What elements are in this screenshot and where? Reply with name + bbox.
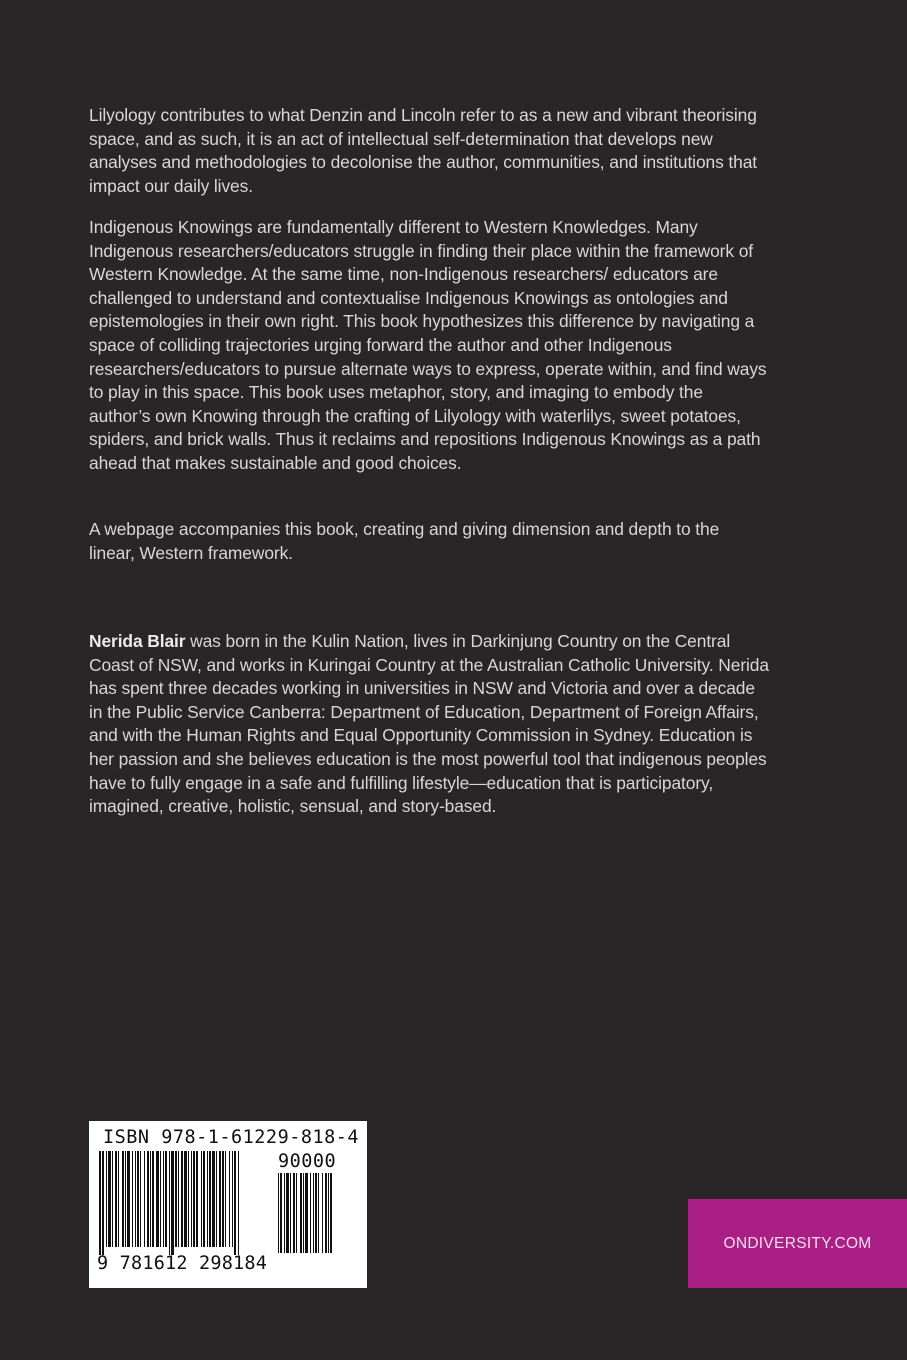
blurb-paragraph-2-text: Indigenous Knowings are fundamentally different to Western Knowledges. Many Indigenous researchers/educators struggle in finding their place within the framework of Western Knowledge. At the same time, non-Indigenous researchers/ educators are challenged to understand and contextualise Indigenous Knowings as ontologies and epistemologies in their own right. This book hypothesizes this difference by navigating a space of colliding trajectories urging forward the author and other Indigenous researchers/educators to pursue alternate ways to express, operate within, and find ways to play in this space. This book uses metaphor, story, and imaging to embody the author’s own Knowing through the crafting of Lilyology with waterlilys, sweet potatoes, spiders, and brick walls. Thus it reclaims and repositions Indigenous Knowings as a path ahead that makes sustainable and good choices. [89, 217, 767, 473]
barcode-bar [293, 1173, 295, 1253]
barcode-bar [229, 1151, 230, 1247]
barcode-bar [330, 1173, 332, 1253]
barcode-bar [212, 1151, 215, 1247]
barcode-bar [106, 1151, 107, 1247]
barcode-bar [234, 1151, 236, 1255]
addon-barcode-bars [278, 1173, 356, 1255]
barcode-bar [193, 1151, 195, 1247]
barcode-bar [232, 1151, 233, 1247]
author-bio-text [89, 630, 769, 819]
barcode-bar [144, 1151, 145, 1247]
barcode-bar [152, 1151, 154, 1247]
barcode-bar [184, 1151, 187, 1247]
barcode-bar [188, 1151, 189, 1247]
barcode-bar [156, 1151, 159, 1247]
barcode-bar [178, 1151, 179, 1247]
author-bio [89, 630, 769, 819]
barcode-bar [135, 1151, 136, 1247]
barcode-bar [296, 1173, 297, 1253]
barcode-bar [325, 1173, 327, 1253]
barcode-bar [278, 1173, 279, 1253]
publisher-website-badge [688, 1199, 907, 1288]
barcode-bar [196, 1151, 198, 1247]
barcode-bar [127, 1151, 130, 1247]
barcode-bar [181, 1151, 183, 1247]
barcode-bar [169, 1151, 170, 1255]
barcode-bar [160, 1151, 161, 1247]
barcode-bar [171, 1151, 174, 1255]
barcode-bar [132, 1151, 133, 1247]
barcode-bar [140, 1151, 141, 1247]
ean-barcode-bars [99, 1151, 271, 1255]
barcode-bar [280, 1173, 282, 1253]
blurb-paragraph-1-text: Lilyology contributes to what Denzin and Lincoln refer to as a new and vibrant theorising space, and as such, it is an act of intellectual self-determination that develops new analyses and methodologies to decolonise the author, communities, and institutions that impact our daily lives. [89, 105, 758, 196]
author-bio-body: was born in the Kulin Nation, lives in Darkinjung Country on the Central Coast of NSW, and works in Kuringai Country at the Australian Catholic University. Nerida has spent three decades working in universities in NSW and Victoria and over a decade in the Public Service Canberra: Department of Education, Department of Foreign Affairs, and with the Human Rights and Equal Opportunity Commission in Sydney. Education is her passion and she believes education is the most powerful tool that indigenous peoples have to fully engage in a safe and fulfilling lifestyle—education that is participatory, imagined, creative, holistic, sensual, and story-based. [89, 631, 769, 817]
barcode-bar [305, 1173, 308, 1253]
barcode-bar [290, 1173, 291, 1253]
ean-digits: 9 781612 298184 [97, 1253, 268, 1274]
barcode-bar [209, 1151, 211, 1247]
barcode-addon-code: 90000 [278, 1151, 337, 1172]
barcode-bar [284, 1173, 285, 1253]
barcode-bar [286, 1173, 289, 1253]
barcode-bar [147, 1151, 149, 1247]
barcode-bar [310, 1173, 311, 1253]
barcode-bar [203, 1151, 205, 1247]
barcode-bar [137, 1151, 139, 1247]
isbn-label: ISBN 978-1-61229-818-4 [103, 1127, 360, 1148]
barcode-bar [222, 1151, 224, 1247]
barcode-bar [122, 1151, 124, 1247]
author-name: Nerida Blair [89, 631, 186, 651]
barcode-bar [207, 1151, 208, 1247]
barcode-bar [315, 1173, 317, 1253]
barcode-bar [165, 1151, 167, 1247]
barcode-bar [313, 1173, 314, 1253]
barcode-bar [108, 1151, 111, 1247]
barcode-bar [191, 1151, 192, 1247]
barcode-bar [115, 1151, 117, 1247]
barcode-bar [102, 1151, 104, 1255]
barcode-bar [99, 1151, 101, 1255]
barcode-bar [150, 1151, 151, 1247]
barcode-bar [303, 1173, 304, 1253]
barcode-bar [300, 1173, 302, 1253]
barcode-bar [118, 1151, 119, 1247]
barcode-bar [238, 1151, 239, 1255]
barcode-bar [219, 1151, 221, 1247]
barcode-bar [225, 1151, 226, 1247]
barcode-bar [201, 1151, 202, 1247]
blurb-paragraph-2 [89, 216, 769, 476]
barcode-bar [216, 1151, 217, 1247]
blurb-paragraph-3-text: A webpage accompanies this book, creating and giving dimension and depth to the linear, Western framework. [89, 519, 720, 563]
barcode-bar [163, 1151, 164, 1247]
barcode-bar [175, 1151, 177, 1247]
barcode-bar [322, 1173, 323, 1253]
blurb-paragraph-3 [89, 518, 769, 565]
barcode-bar [125, 1151, 126, 1247]
barcode-bar [112, 1151, 113, 1247]
barcode-bar [318, 1173, 319, 1253]
publisher-website: ONDIVERSITY.COM [723, 1234, 872, 1252]
isbn-barcode [89, 1121, 367, 1288]
barcode-bar [328, 1173, 329, 1253]
blurb-paragraph-1 [89, 104, 769, 198]
